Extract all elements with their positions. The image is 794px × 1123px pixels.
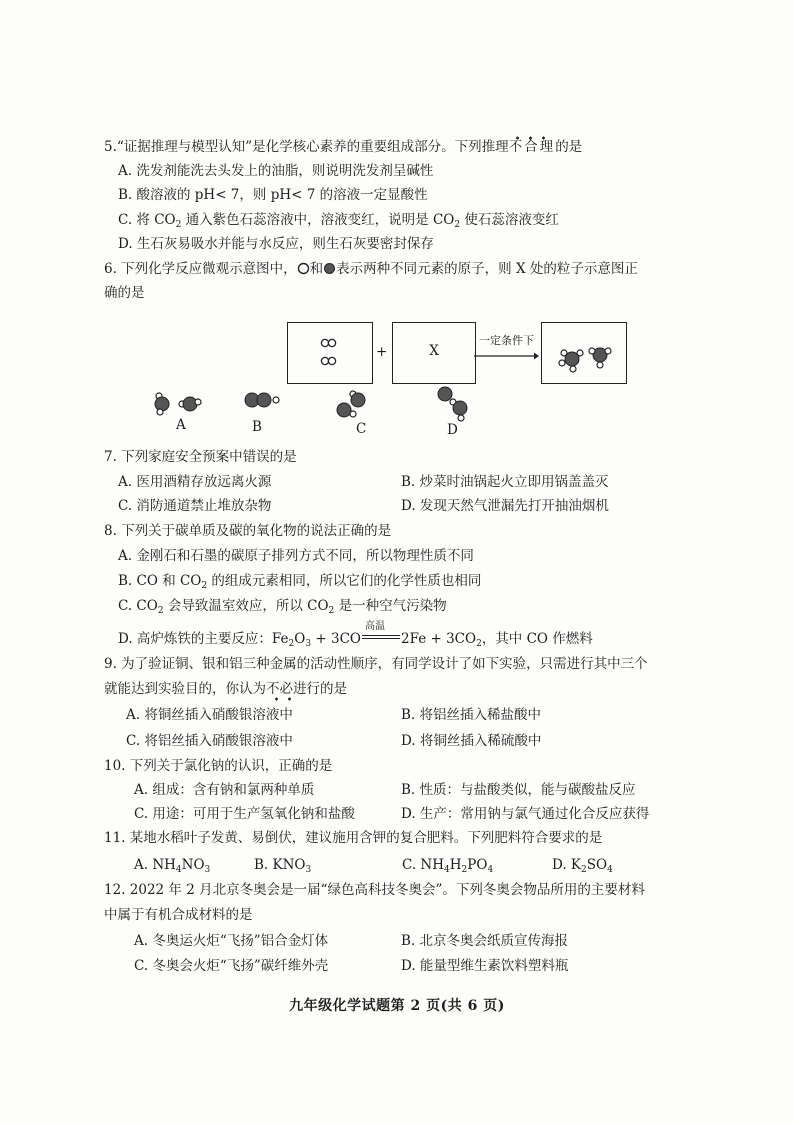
q6-stem: 6. 下列化学反应微观示意图中， 和 表示两种不同元素的原子，则 X 处的粒子示意图正 — [104, 261, 638, 277]
q10-option-d: D. 生产：常用钠与氯气通过化合反应获得 — [401, 806, 650, 822]
q5-emphasis: 不合理 — [509, 135, 556, 155]
arrow-condition: 一定条件下 — [479, 334, 534, 347]
q9-option-c: C. 将铝丝插入硝酸银溶液中 — [126, 733, 293, 749]
q5-option-d: D. 生石灰易吸水并能与水反应，则生石灰要密封保存 — [118, 236, 434, 252]
reaction-arrow — [474, 332, 539, 364]
q12-option-a: A. 冬奥运火炬“飞扬”铝合金灯体 — [134, 933, 329, 949]
q7-option-a: A. 医用酒精存放远离火源 — [118, 474, 272, 490]
q12-option-c: C. 冬奥会火炬“飞扬”碳纤维外壳 — [134, 958, 329, 974]
q12-option-b: B. 北京冬奥会纸质宣传海报 — [401, 933, 569, 949]
q9-option-a: A. 将铜丝插入硝酸银溶液中 — [126, 707, 293, 723]
equation-arrow — [361, 621, 401, 645]
product-box — [541, 322, 627, 384]
q8-option-a: A. 金刚石和石墨的碳原子排列方式不同，所以物理性质不同 — [118, 548, 474, 564]
q8-option-c: C. $CO_2$ 会导致温室效应，所以 $CO_2$ 是一种空气污染物 — [118, 598, 447, 616]
q11-option-a: A. $NH_4NO_3$ — [134, 857, 211, 875]
q5-stem: 5.“证据推理与模型认知”是化学核心素养的重要组成部分。下列推理不合理的是 — [104, 138, 582, 156]
q11-option-d: D. $K_2SO_4$ — [552, 857, 613, 875]
q6-option-a-label: A — [176, 417, 186, 433]
option-molecules — [150, 378, 510, 426]
molecule-d-icon — [438, 387, 467, 421]
white-atom-icon — [297, 262, 310, 275]
q12-stem-line2: 中属于有机合成材料的是 — [104, 907, 253, 923]
q7-option-d: D. 发现天然气泄漏先打开抽油烟机 — [401, 498, 609, 514]
q8-option-d: D. 高炉炼铁的主要反应：$Fe_2O_3 + 3CO$ 高温 $2Fe + 3CO_2$，其中 CO 作燃料 — [118, 627, 593, 648]
q10-option-c: C. 用途：可用于生产氢氧化钠和盐酸 — [134, 806, 355, 822]
q6-option-b-label: B — [252, 419, 262, 435]
q5-option-c: C. 将 $CO_2$ 通入紫色石蕊溶液中，溶液变红，说明是 $CO_2$ 使石蕊溶液变红 — [118, 212, 559, 230]
q11-option-c: C. $NH_4H_2PO_4$ — [402, 857, 494, 875]
oxygen-molecules-icon — [288, 323, 372, 383]
q12-stem-line1: 12. 2022 年 2 月北京冬奥会是一届“绿色高科技冬奥会”。下列冬奥会物品所用的主要材料 — [104, 882, 645, 898]
q9-stem-line2: 就能达到实验目的，你认为不必进行的是 — [104, 680, 347, 698]
molecule-a-icon — [155, 393, 201, 415]
plus-sign: + — [376, 344, 388, 360]
q5-option-b: B. 酸溶液的 pH< 7，则 pH< 7 的溶液一定显酸性 — [118, 187, 428, 203]
q6-option-d-label: D — [447, 422, 458, 438]
q5-option-a: A. 洗发剂能洗去头发上的油脂，则说明洗发剂呈碱性 — [118, 163, 434, 179]
q7-stem: 7. 下列家庭安全预案中错误的是 — [104, 449, 297, 465]
page-footer: 九年级化学试题第 2 页(共 6 页) — [289, 998, 505, 1014]
dark-atom-icon — [323, 262, 336, 275]
q6-option-c-label: C — [356, 421, 367, 437]
q6-stem-line2: 确的是 — [104, 285, 145, 301]
q10-option-a: A. 组成：含有钠和氯两种单质 — [134, 782, 315, 798]
x-label: X — [429, 343, 439, 359]
q8-option-b: B. CO 和 $CO_2$ 的组成元素相同，所以它们的化学性质也相同 — [118, 573, 482, 591]
arrow-icon — [474, 352, 539, 360]
q9-emphasis: 不必 — [266, 681, 293, 701]
equation-condition: 高温 — [364, 621, 385, 632]
q10-option-b: B. 性质：与盐酸类似，能与碳酸盐反应 — [401, 782, 636, 798]
molecule-c-icon — [337, 391, 365, 417]
molecule-b-icon — [245, 393, 279, 407]
q7-option-b: B. 炒菜时油锅起火立即用锅盖盖灭 — [401, 474, 609, 490]
q11-stem: 11. 某地水稻叶子发黄、易倒伏，建议施用含钾的复合肥料。下列肥料符合要求的是 — [104, 830, 603, 846]
q11-option-b: B. $KNO_3$ — [254, 857, 312, 875]
q9-stem-line1: 9. 为了验证铜、银和铝三种金属的活动性顺序，有同学设计了如下实验，只需进行其中三个 — [104, 656, 648, 672]
product-molecules-icon — [542, 323, 626, 383]
q9-option-d: D. 将铜丝插入稀硫酸中 — [401, 733, 542, 749]
q10-stem: 10. 下列关于氯化钠的认识，正确的是 — [104, 758, 333, 774]
q9-option-b: B. 将铝丝插入稀盐酸中 — [401, 707, 542, 723]
q12-option-d: D. 能量型维生素饮料塑料瓶 — [401, 958, 569, 974]
q8-stem: 8. 下列关于碳单质及碳的氧化物的说法正确的是 — [104, 523, 392, 539]
reactant-box-x — [392, 322, 476, 384]
q7-option-c: C. 消防通道禁止堆放杂物 — [118, 498, 272, 514]
reactant-box-1 — [287, 322, 373, 384]
